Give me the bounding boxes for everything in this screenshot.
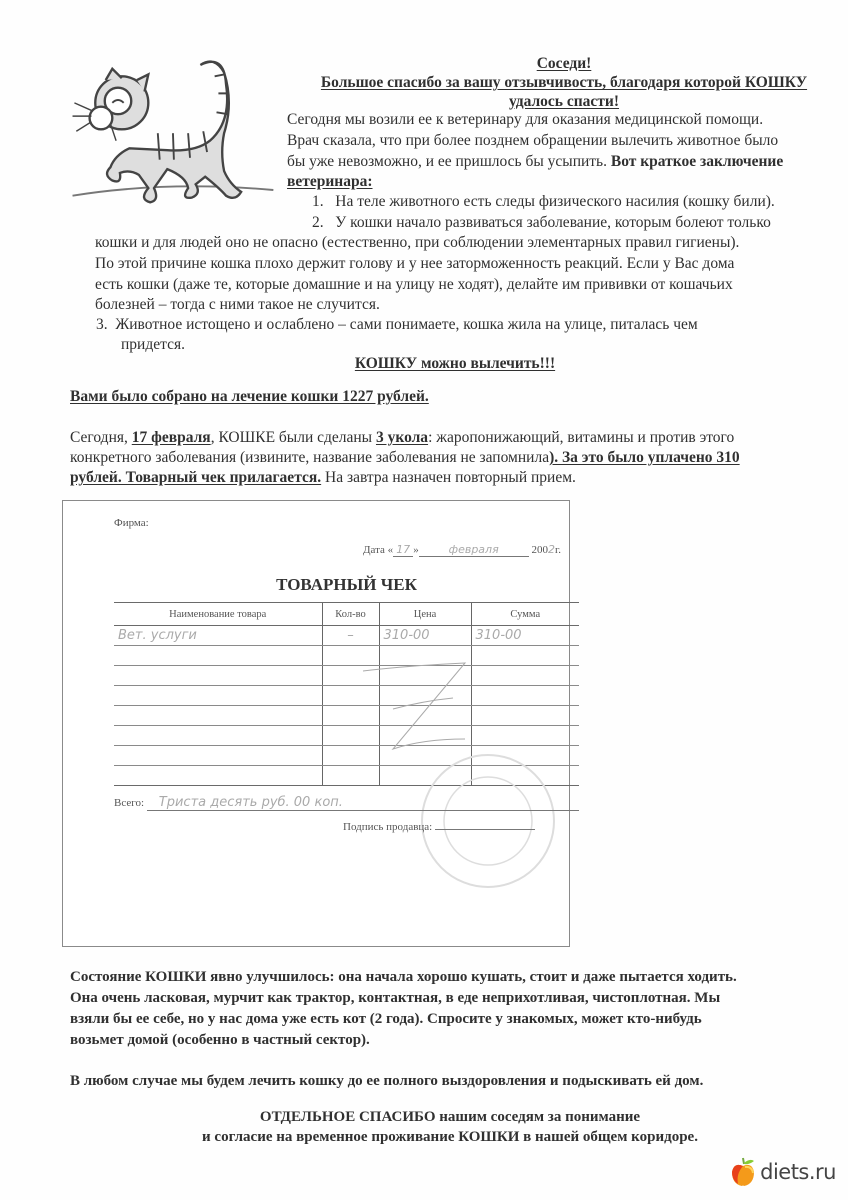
- cell-price: [379, 686, 471, 706]
- cell-sum: [471, 686, 579, 706]
- column-header: Цена: [379, 603, 471, 626]
- state-line3: взяли бы ее себе, но у нас дома уже есть кот (2 года). Спросите у знакомых, может кто-нибудь: [70, 1011, 702, 1027]
- list-number: 3.: [96, 316, 108, 333]
- today-text: Сегодня,: [70, 429, 132, 446]
- cell-name: [114, 726, 322, 746]
- thanks-heading-line1: Большое спасибо за вашу отзывчивость, благодаря которой КОШКУ: [320, 74, 808, 91]
- date-month: февраля: [419, 543, 529, 557]
- cell-name: [114, 686, 322, 706]
- conclusion-2-line5: болезней – тогда с ними такое не случится.: [95, 296, 380, 313]
- final-thanks-line2: и согласие на временное проживание КОШКИ в нашей общем коридоре.: [202, 1129, 698, 1145]
- signature-label: Подпись продавца:: [343, 821, 433, 833]
- column-header: Сумма: [471, 603, 579, 626]
- vet-label: ветеринара:: [287, 173, 373, 190]
- total-label: Всего:: [114, 797, 145, 809]
- receipt-attached: рублей. Товарный чек прилагается.: [70, 469, 322, 486]
- cell-qty: [322, 666, 379, 686]
- conclusion-2-line4: есть кошки (даже те, которые домашние и на улицу не ходят), делайте им прививки от кошачьих: [95, 276, 733, 293]
- total-value: Триста десять руб. 00 коп.: [147, 795, 579, 811]
- today-date: 17 февраля: [131, 429, 211, 446]
- table-row: [114, 686, 579, 706]
- promise-text: В любом случае мы будем лечить кошку до ее полного выздоровления и подыскивать ей дом.: [70, 1073, 704, 1089]
- today-line3: [70, 468, 576, 489]
- cell-qty: –: [322, 626, 379, 646]
- today-text: конкретного заболевания (извините, название заболевания не запомнила: [70, 449, 550, 466]
- cell-name: [114, 706, 322, 726]
- shots-count: 3 укола: [375, 429, 429, 446]
- table-row: [114, 666, 579, 686]
- intro-line3: [287, 152, 783, 173]
- today-text: : жаропонижающий, витамины и против этого: [428, 429, 735, 446]
- watermark-text: diets.ru: [760, 1160, 836, 1184]
- curable-heading: КОШКУ можно вылечить!!!: [354, 355, 556, 372]
- dietsru-watermark[interactable]: [730, 1156, 836, 1188]
- cell-qty: [322, 726, 379, 746]
- receipt-image: [62, 500, 570, 947]
- cell-qty: [322, 706, 379, 726]
- cell-sum: 310-00: [471, 626, 579, 646]
- conclusion-text: Животное истощено и ослаблено – сами понимаете, кошка жила на улице, питалась чем: [115, 316, 698, 333]
- cell-name: Вет. услуги: [114, 626, 322, 646]
- cell-price: [379, 666, 471, 686]
- apple-icon: [730, 1156, 756, 1188]
- date-label: Дата «: [363, 544, 394, 556]
- receipt-total: [114, 795, 579, 811]
- conclusion-1: [312, 192, 775, 213]
- conclusion-text: У кошки начало развиваться заболевание, которым болеют только: [335, 214, 771, 231]
- cell-price: [379, 706, 471, 726]
- vet-conclusion-label: Вот краткое заключение: [610, 153, 784, 170]
- paid-amount: ). За это было уплачено 310: [549, 449, 740, 466]
- cell-name: [114, 746, 322, 766]
- receipt-date: [363, 543, 561, 557]
- state-line1: Состояние КОШКИ явно улучшилось: она начала хорошо кушать, стоит и даже пытается ходить.: [70, 969, 737, 985]
- cell-price: [379, 726, 471, 746]
- cell-sum: [471, 706, 579, 726]
- cell-sum: [471, 646, 579, 666]
- greeting-heading: Соседи!: [536, 55, 592, 72]
- list-number: 2.: [312, 214, 324, 231]
- signature-line: [435, 829, 535, 830]
- conclusion-2-line2: кошки и для людей оно не опасно (естественно, при соблюдении элементарных правил гигиены).: [95, 234, 740, 251]
- conclusion-text: На теле животного есть следы физического насилия (кошку били).: [335, 193, 775, 210]
- conclusion-2: [312, 213, 771, 234]
- conclusion-2-line3: По этой причине кошка плохо держит голову и у нее заторможенность реакций. Если у Вас дома: [95, 255, 735, 272]
- cell-name: [114, 666, 322, 686]
- cell-qty: [322, 686, 379, 706]
- cell-sum: [471, 666, 579, 686]
- conclusion-3-line2: придется.: [121, 336, 185, 353]
- thanks-heading-line2: удалось спасти!: [508, 93, 620, 110]
- cell-name: [114, 646, 322, 666]
- today-line2: [70, 448, 740, 469]
- conclusion-3-line1: [96, 315, 836, 336]
- cell-qty: [322, 646, 379, 666]
- table-row: [114, 626, 579, 646]
- date-year-suffix: 2: [547, 543, 555, 556]
- column-header: Наименование товара: [114, 603, 322, 626]
- state-line4: возьмет домой (особенно в частный сектор).: [70, 1032, 370, 1048]
- date-day: 17: [393, 543, 413, 557]
- today-line1: [70, 428, 734, 449]
- cell-qty: [322, 766, 379, 786]
- intro-line2: Врач сказала, что при более позднем обращении вылечить животное было: [287, 132, 779, 149]
- state-line2: Она очень ласковая, мурчит как трактор, контактная, в еде неприхотливая, чистоплотная. Мы: [70, 990, 721, 1006]
- cell-price: 310-00: [379, 626, 471, 646]
- today-text: На завтра назначен повторный прием.: [321, 469, 576, 486]
- cell-price: [379, 646, 471, 666]
- table-row: [114, 646, 579, 666]
- receipt-signature: [343, 821, 535, 833]
- table-row: [114, 706, 579, 726]
- table-row: [114, 726, 579, 746]
- cell-sum: [471, 726, 579, 746]
- cell-name: [114, 766, 322, 786]
- collected-amount: Вами было собрано на лечение кошки 1227 рублей.: [70, 388, 429, 405]
- column-header: Кол-во: [322, 603, 379, 626]
- date-year: 200: [531, 544, 548, 556]
- today-text: , КОШКЕ были сделаны: [210, 429, 376, 446]
- intro-line1: Сегодня мы возили ее к ветеринару для оказания медицинской помощи.: [287, 111, 764, 128]
- date-mid: »: [413, 544, 419, 556]
- date-g: г.: [554, 544, 561, 556]
- firm-label: Фирма:: [114, 517, 149, 529]
- intro-line3-text: бы уже невозможно, и ее пришлось бы усыпить.: [287, 153, 611, 170]
- list-number: 1.: [312, 193, 324, 210]
- cat-illustration-icon: [62, 46, 282, 226]
- receipt-title: ТОВАРНЫЙ ЧЕК: [276, 575, 417, 594]
- final-thanks-line1: ОТДЕЛЬНОЕ СПАСИБО нашим соседям за понимание: [259, 1109, 641, 1125]
- cell-qty: [322, 746, 379, 766]
